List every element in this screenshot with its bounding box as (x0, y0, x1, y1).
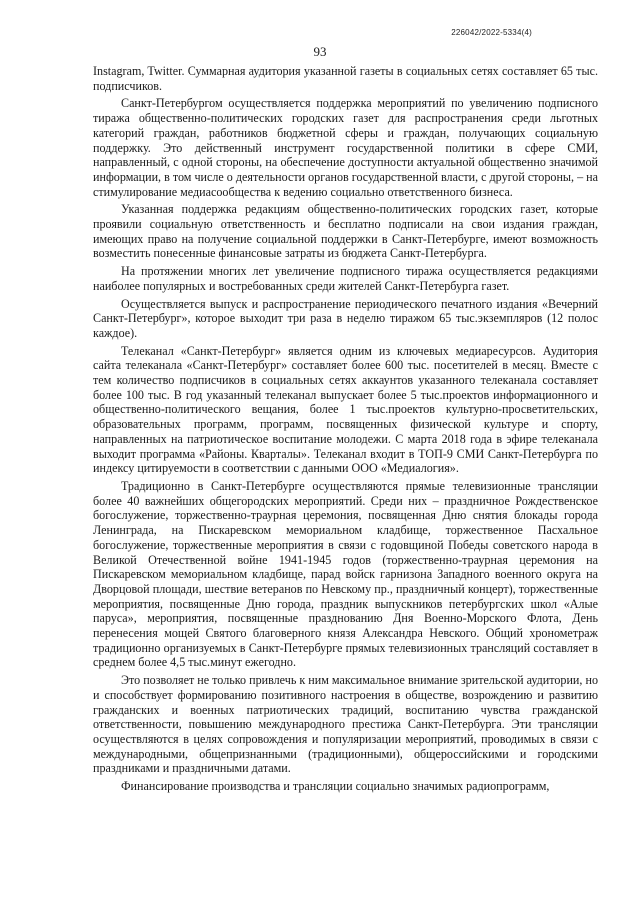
paragraph-5: Осуществляется выпуск и распространение периодического печатного издания «Вечерний Санкт-Петербург», которое выходит три раза в неделю тиражом 65 тыс.экземпляров (12 полос каждое). (93, 296, 598, 340)
paragraph-2: Санкт-Петербургом осуществляется поддержка мероприятий по увеличению подписного тиража общественно-политических городских газет для распространения среди льготных категорий граждан, работников бюджетной сферы и граждан, получающих социальную поддержку. Это действенный инструмент государственной политики в сфере СМИ, направленный, с одной стороны, на обеспечение доступности актуальной общественно значимой информации, в том числе о деятельности органов государственной власти, с другой стороны, – на стимулирование медиасообщества к ведению социально ответственного бизнеса. (93, 96, 599, 199)
paragraph-6: Телеканал «Санкт-Петербург» является одним из ключевых медиаресурсов. Аудитория сайта телеканала «Санкт-Петербург» составляет более 600 тыс. посетителей в месяц. Вместе с тем количество подписчиков в социальных сетях аккаунтов указанного телеканала составляет более 100 тыс. В год указанный телеканал выпускает более 5 тыс.проектов информационного и общественно-политического вещания, более 1 тыс.проектов культурно-просветительских, образовательных программ, программ, посвященных физической культуре и спорту, направленных на патриотическое воспитание молодежи. С марта 2018 года в эфире телеканала выходит программа «Районы. Кварталы». Телеканал входит в ТОП-9 СМИ Санкт-Петербурга по индексу цитируемости в соответствии с данными ООО «Медиалогия». (93, 343, 598, 476)
page-number: 93 (313, 44, 327, 59)
paragraph-9: Финансирование производства и трансляции социально значимых радиопрограмм, (121, 779, 550, 794)
paragraph-3: Указанная поддержка редакциям общественно-политических городских газет, которые проявили социальную ответственность и бесплатно подписали на свои издания граждан, имеющих право на получение социальной поддержки в Санкт-Петербурге, имеют возможность возместить понесенные финансовые затраты из бюджета Санкт-Петербурга. (93, 202, 598, 261)
paragraph-4: На протяжении многих лет увеличение подписного тиража осуществляется редакциями наиболее популярных и востребованных среди жителей Санкт-Петербурга газет. (93, 264, 598, 293)
paragraph-8: Это позволяет не только привлечь к ним максимальное внимание зрительской аудитории, но и способствует формированию позитивного настроения в обществе, возрождению и развитию гражданских и военных патриотических традиций, воспитанию чувства гражданской ответственности, повышению международного престижа Санкт-Петербурга. Эти трансляции осуществляются в целях сопровождения и популяризации мероприятий, проводимых в связи с международными, общепризнанными (традиционными), общероссийскими и городскими праздниками и праздничными датами. (93, 673, 598, 776)
document-id: 226042/2022-5334(4) (451, 28, 532, 37)
paragraph-7: Традиционно в Санкт-Петербурге осуществляются прямые телевизионные трансляции более 40 важнейших общегородских мероприятий. Среди них – праздничное Рождественское богослужение, торжественно-траурная церемония, посвященная Дню снятия блокады города Ленинграда, на Пискаревском мемориальном кладбище, торжественное Пасхальное богослужение, торжественные мероприятия в связи с годовщиной Победы советского народа в Великой Отечественной войне 1941-1945 годов (торжественно-траурная церемония на Пискаревском мемориальном кладбище, парад войск гарнизона Западного военного округа на Дворцовой площади, шествие ветеранов по Невскому пр., праздничный концерт), торжественные мероприятия, посвященные Дню города, праздник выпускников петербургских школ «Алые паруса», мероприятия, посвященные празднованию Дня Военно-Морского Флота, День перенесения мощей Святого благоверного князя Александра Невского. Общий хронометраж традиционно организуемых в Санкт-Петербурге прямых телевизионных трансляций составляет в среднем более 4,5 тыс.минут ежегодно. (93, 478, 598, 670)
body-text (93, 64, 598, 794)
paragraph-1: Instagram, Twitter. Суммарная аудитория указанной газеты в социальных сетях составляет 65 тыс. подписчиков. (93, 64, 598, 93)
